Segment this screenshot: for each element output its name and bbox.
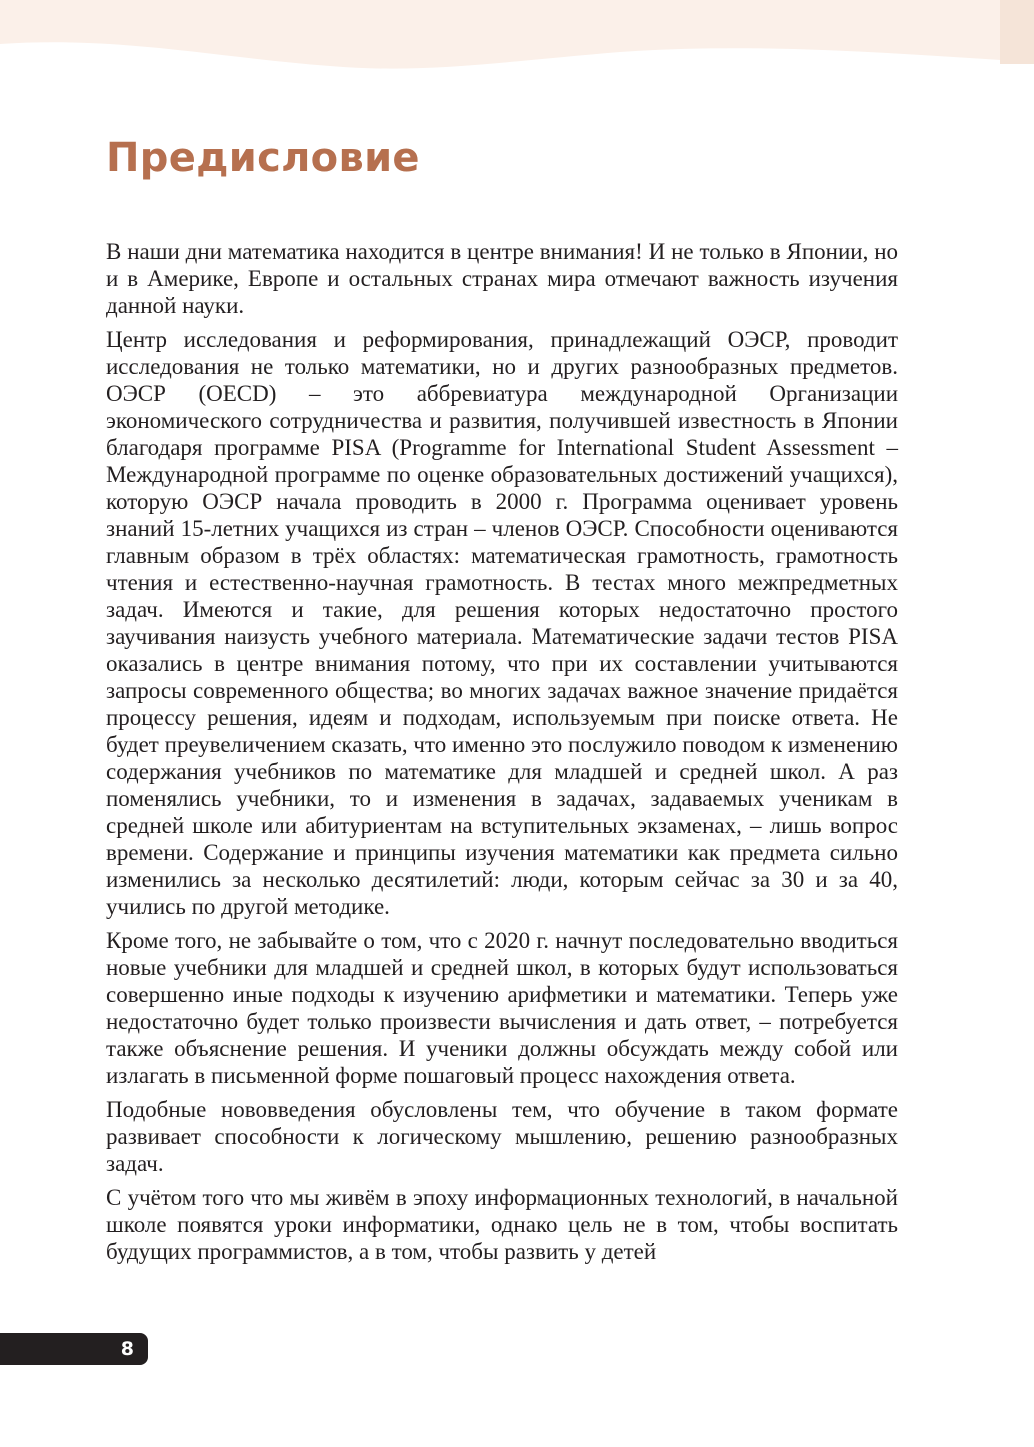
paragraph-1: В наши дни математика находится в центре внимания! И не только в Японии, но и в Америке, Европе и остальных странах мира отмечают важность изучения данной науки. <box>106 239 898 318</box>
page-number-tab <box>0 1333 148 1365</box>
page-number: 8 <box>120 1338 134 1360</box>
paragraph-3: Кроме того, не забывайте о том, что с 2020 г. начнут последовательно вводиться новые учебники для младшей и средней школ, в которых будут использоваться совершенно иные подходы к изучению арифметики и математики. Теперь уже недостаточно будет только произвести вычисления и дать ответ, – потребуется также объяснение решения. И ученики должны обсуждать между собой или излагать в письменной форме пошаговый процесс нахождения ответа. <box>106 928 898 1088</box>
page-title: Предисловие <box>106 135 420 181</box>
header-decoration <box>0 0 1034 80</box>
header-right-edge <box>1000 0 1034 64</box>
paragraph-4: Подобные нововведения обусловлены тем, что обучение в таком формате развивает способности к логическому мышлению, решению разнообразных задач. <box>106 1097 898 1176</box>
body-text <box>106 238 898 1272</box>
header-wave-band <box>0 0 1034 69</box>
paragraph-5: С учётом того что мы живём в эпоху информационных технологий, в начальной школе появятся уроки информатики, однако цель не в том, чтобы воспитать будущих программистов, а в том, чтобы развить у детей <box>106 1185 898 1264</box>
paragraph-2: Центр исследования и реформирования, принадлежащий ОЭСР, проводит исследования не только математики, но и других разнообразных предметов. ОЭСР (OECD) – это аббревиатура международной Организации экономического сотрудничества и развития, получившей известность в Японии благодаря программе PISA (Programme for International Student Assessment – Международной программе по оценке образовательных достижений учащихся), которую ОЭСР начала проводить в 2000 г. Программа оценивает уровень знаний 15-летних учащихся из стран – членов ОЭСР. Способности оцениваются главным образом в трёх областях: математическая грамотность, грамотность чтения и естественно-научная грамотность. В тестах много межпредметных задач. Имеются и такие, для решения которых недостаточно простого заучивания наизусть учебного материала. Математические задачи тестов PISA оказались в центре внимания потому, что при их составлении учитываются запросы современного общества; во многих задачах важное значение придаётся процессу решения, идеям и подходам, используемым при поиске ответа. Не будет преувеличением сказать, что именно это послужило поводом к изменению содержания учебников по математике для младшей и средней школ. А раз поменялись учебники, то и изменения в задачах, задаваемых ученикам в средней школе или абитуриентам на вступительных экзаменах, – лишь вопрос времени. Содержание и принципы изучения математики как предмета сильно изменились за несколько десятилетий: люди, которым сейчас за 30 и за 40, учились по другой методике. <box>106 327 898 919</box>
